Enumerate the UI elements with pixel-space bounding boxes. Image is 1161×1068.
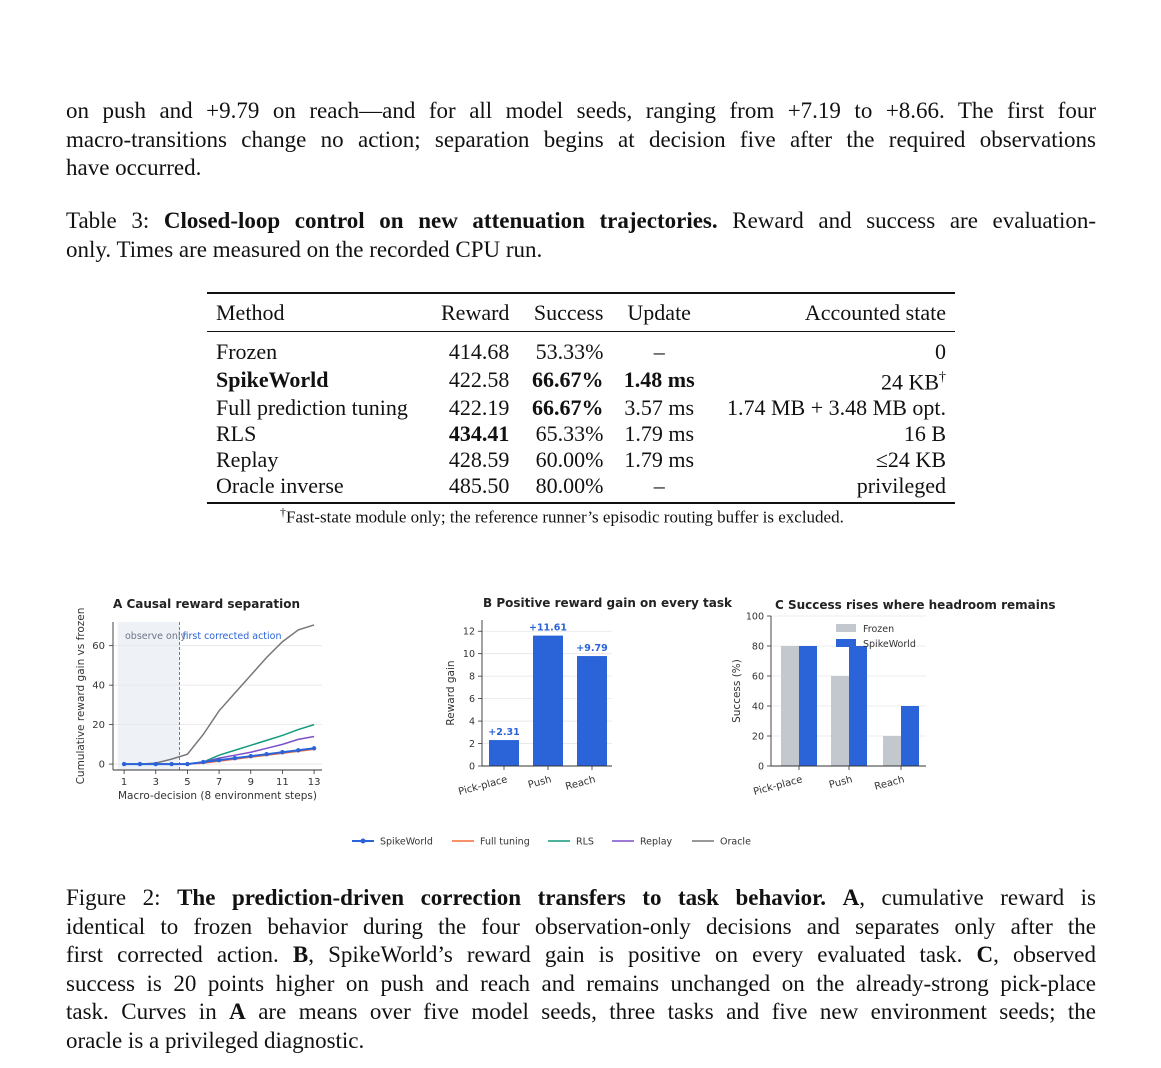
col-header-update: Update [627, 300, 691, 325]
bar-frozen-reach [883, 736, 901, 766]
cell-update: 1.48 ms [623, 367, 695, 393]
cell-method: RLS [216, 421, 257, 447]
col-header-state: Accounted state [804, 300, 946, 325]
table-row [207, 421, 955, 447]
table-caption-text: only. Times are measured on the recorded CPU run. [66, 236, 543, 262]
cell-state: ≤24 KB [875, 447, 946, 473]
y-tick-label: 80 [751, 641, 764, 653]
y-tick-label: 2 [468, 739, 475, 751]
cell-method: SpikeWorld [216, 367, 329, 393]
caption-text: first corrected action. [66, 942, 279, 967]
caption-text: identical to frozen behavior during the four observation-only decisions and separates only after the [66, 913, 1096, 939]
series-point [169, 762, 173, 766]
cell-state: 16 B [903, 421, 946, 447]
observe-only-region [118, 622, 180, 770]
cell-reward: 414.68 [448, 339, 510, 364]
caption-text: cumulative reward is [881, 885, 1097, 910]
y-tick-label: 10 [462, 649, 475, 661]
caption-text: observed [1012, 942, 1096, 967]
series-point [122, 762, 126, 766]
bar-value-label: +11.61 [528, 622, 568, 634]
series-point [201, 760, 205, 764]
x-tick-label: Pick-place [752, 774, 804, 798]
bar-frozen-push [831, 676, 849, 766]
table-caption-label: Table 3: [66, 208, 150, 233]
cell-method: Oracle inverse [216, 473, 344, 499]
cell-state: 1.74 MB + 3.48 MB opt. [727, 395, 946, 421]
table-caption [66, 207, 1096, 264]
cell-success: 66.67% [531, 395, 604, 421]
panel-ref: B [292, 942, 309, 967]
cell-method: Replay [216, 447, 279, 473]
x-tick-label: 5 [184, 777, 191, 788]
cell-state: 24 KB [880, 369, 939, 395]
y-tick-label: 100 [745, 611, 764, 623]
cell-reward: 422.19 [448, 395, 510, 421]
footnote-text: Fast-state module only; the reference runner’s episodic routing buffer is excluded. [286, 507, 844, 527]
y-tick-label: 40 [92, 680, 105, 692]
legend-label: Replay [640, 836, 673, 848]
cell-update: – [653, 473, 665, 499]
series-point [154, 762, 158, 766]
col-header-reward: Reward [441, 300, 510, 325]
bar-spikeworld-pick-place [799, 646, 817, 766]
x-tick-label: 3 [152, 777, 159, 788]
x-tick-label: 11 [276, 777, 289, 788]
table-row [207, 447, 955, 473]
figure-caption-title: The prediction-driven correction transfers to task behavior. [177, 885, 827, 910]
x-tick-label: Push [827, 774, 854, 792]
legend-swatch-spikeworld [836, 639, 856, 647]
x-tick-label: Reach [873, 774, 906, 793]
x-tick-label: 1 [120, 777, 128, 788]
bar-frozen-pick-place [781, 646, 799, 766]
y-tick-label: 8 [468, 671, 475, 683]
legend-label: Oracle [720, 836, 751, 848]
x-tick-label: Reach [564, 774, 597, 793]
panel-ref: C [976, 942, 994, 967]
y-tick-label: 20 [92, 720, 105, 732]
results-table [207, 292, 955, 504]
y-tick-label: 0 [757, 761, 764, 773]
bar-pick-place [489, 740, 519, 766]
cell-state: privileged [856, 473, 946, 499]
table-header-row [207, 293, 955, 332]
legend-swatch-frozen [836, 624, 856, 632]
y-tick-label: 20 [751, 731, 764, 743]
panel-a-ylabel: Cumulative reward gain vs frozen [75, 607, 87, 785]
panel-c-title: C Success rises where headroom remains [775, 598, 1056, 612]
cell-state: 0 [935, 339, 946, 364]
intro-line: on push and +9.79 on reach—and for all model seeds, ranging from +7.19 to +8.66. The first four [66, 98, 1096, 123]
legend-label: SpikeWorld [380, 836, 433, 848]
y-tick-label: 0 [468, 761, 475, 773]
intro-line: have occurred. [66, 155, 202, 180]
intro-line: macro-transitions change no action; separation begins at decision five after the required observations [66, 126, 1096, 152]
figure-caption-label: Figure 2: [66, 885, 161, 910]
y-tick-label: 0 [98, 759, 105, 771]
footnote-mark: † [280, 505, 286, 519]
legend-label: Full tuning [480, 836, 530, 848]
cell-method: Full prediction tuning [216, 395, 408, 421]
caption-text: task. Curves in [66, 999, 217, 1024]
cell-reward: 422.58 [448, 367, 510, 393]
series-point [185, 762, 189, 766]
bar-reach [577, 656, 607, 766]
table-row [207, 365, 955, 395]
figure-2 [0, 580, 1161, 880]
cell-reward: 485.50 [448, 473, 510, 499]
series-point [138, 762, 142, 766]
series-point [233, 756, 237, 760]
cell-success: 60.00% [535, 447, 604, 473]
dagger-mark: † [939, 370, 946, 385]
col-header-method: Method [216, 300, 285, 325]
series-point [264, 752, 268, 756]
intro-paragraph [66, 97, 1096, 183]
bar-push [533, 636, 563, 766]
legend-marker [361, 839, 366, 844]
panel-b-ylabel: Reward gain [445, 660, 457, 726]
y-tick-label: 60 [92, 641, 105, 653]
table-row [207, 332, 955, 366]
cell-update: 1.79 ms [624, 421, 695, 447]
cell-update: 3.57 ms [624, 395, 695, 421]
panel-a-title: A Causal reward separation [113, 597, 300, 611]
series-point [296, 748, 300, 752]
series-point [280, 750, 284, 754]
x-tick-label: Push [526, 774, 553, 792]
cell-success: 80.00% [535, 473, 604, 499]
cell-reward: 428.59 [448, 447, 510, 473]
x-tick-label: 7 [215, 777, 223, 788]
table-caption-text: Reward and success are evaluation- [732, 208, 1096, 233]
first-corrected-label: first corrected action [182, 631, 282, 642]
cell-update: – [653, 339, 665, 364]
y-tick-label: 40 [751, 701, 764, 713]
figure-caption: Figure 2: The prediction-driven correction transfers to task behavior. A, cumulative reward is identical to frozen behavior during the four observation-only decisions and separates only after the first corrected action. B, SpikeWorld’s reward gain is positive on every evaluated task. C, observed success is 20 points higher on push and reach and remains unchanged on the already-strong pick-place task. Curves in A are means over five model seeds, three tasks and five new environment seeds; the oracle is a privileged diagnostic. [66, 884, 1096, 1055]
bar-spikeworld-reach [901, 706, 919, 766]
table-caption-title: Closed-loop control on new attenuation trajectories. [163, 208, 718, 233]
panel-c-ylabel: Success (%) [731, 659, 743, 723]
panel-a-xlabel: Macro-decision (8 environment steps) [118, 790, 317, 802]
x-tick-label: 9 [247, 777, 254, 788]
cell-method: Frozen [216, 339, 278, 364]
x-tick-label: 13 [307, 777, 321, 788]
caption-text: SpikeWorld’s reward gain is positive on every evaluated task. [328, 942, 963, 967]
table-row [207, 395, 955, 421]
col-header-success: Success [533, 300, 604, 325]
y-tick-label: 4 [468, 716, 475, 728]
cell-success: 53.33% [535, 339, 604, 364]
y-tick-label: 12 [462, 626, 475, 638]
legend-label: RLS [576, 836, 594, 848]
cell-success: 65.33% [535, 421, 604, 447]
caption-text: success is 20 points higher on push and reach and remains unchanged on the already-strong pick-place [66, 970, 1096, 996]
table-row [207, 473, 955, 503]
cell-success: 66.67% [531, 367, 604, 393]
x-tick-label: Pick-place [457, 774, 509, 798]
y-tick-label: 6 [468, 694, 475, 706]
caption-text: oracle is a privileged diagnostic. [66, 1027, 365, 1053]
table-footnote [280, 505, 844, 528]
panel-ref: A [229, 999, 246, 1024]
series-point [217, 758, 221, 762]
panel-b-title: B Positive reward gain on every task [483, 596, 732, 610]
legend-label: Frozen [863, 624, 895, 635]
bar-spikeworld-push [849, 646, 867, 766]
series-point [312, 746, 316, 750]
bar-value-label: +9.79 [576, 643, 608, 655]
y-tick-label: 60 [751, 671, 764, 683]
series-point [249, 754, 253, 758]
cell-reward: 434.41 [448, 421, 510, 447]
legend-label: SpikeWorld [863, 639, 916, 650]
caption-text: are means over five model seeds, three tasks and five new environment seeds; the [258, 999, 1097, 1024]
cell-update: 1.79 ms [624, 447, 695, 473]
observe-only-label: observe only [125, 631, 187, 642]
bar-value-label: +2.31 [488, 727, 520, 739]
panel-ref: A [842, 885, 860, 910]
